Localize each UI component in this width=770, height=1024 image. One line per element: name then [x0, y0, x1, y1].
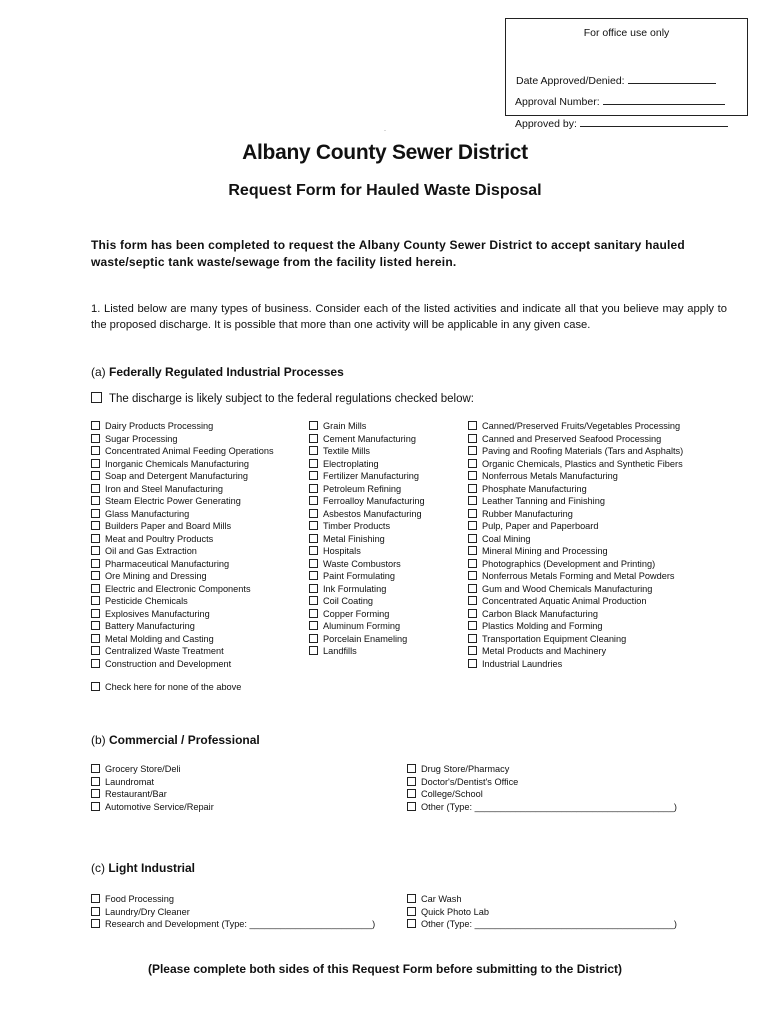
industrial-process-option[interactable] [91, 645, 274, 658]
industrial-process-option[interactable] [91, 495, 274, 508]
industrial-process-option[interactable] [309, 433, 425, 446]
commercial-business-option[interactable] [407, 801, 677, 814]
light-industrial-business-option[interactable] [91, 893, 375, 906]
industrial-process-option[interactable] [468, 658, 683, 671]
industrial-process-checkbox[interactable] [91, 634, 100, 643]
none-of-above-checkbox[interactable] [91, 682, 100, 691]
date-approved-label: Date Approved/Denied: [516, 75, 625, 87]
industrial-column-3 [468, 420, 683, 670]
industrial-process-label: Fertilizer Manufacturing [323, 471, 419, 481]
commercial-column-1 [91, 763, 214, 813]
industrial-process-label: Copper Forming [323, 608, 390, 619]
industrial-process-label: Ferroalloy Manufacturing [323, 496, 425, 506]
none-of-above-option[interactable] [91, 682, 241, 692]
industrial-process-option[interactable] [91, 458, 274, 471]
commercial-column-2 [407, 763, 677, 813]
industrial-process-checkbox[interactable] [91, 609, 100, 618]
industrial-process-label: Nonferrous Metals Forming and Metal Powders [482, 571, 675, 581]
industrial-process-checkbox[interactable] [309, 459, 318, 468]
industrial-process-checkbox[interactable] [468, 634, 477, 643]
industrial-process-label: Pulp, Paper and Paperboard [482, 521, 599, 531]
industrial-process-option[interactable] [468, 483, 683, 496]
commercial-business-option[interactable] [91, 788, 214, 801]
industrial-process-checkbox[interactable] [91, 459, 100, 468]
industrial-process-checkbox[interactable] [309, 571, 318, 580]
industrial-process-label: Coil Coating [323, 596, 374, 606]
commercial-business-option[interactable] [91, 763, 214, 776]
industrial-process-option[interactable] [91, 508, 274, 521]
commercial-business-checkbox[interactable] [91, 802, 100, 811]
section-c-prefix: (c) [91, 861, 105, 875]
industrial-process-label: Leather Tanning and Finishing [482, 496, 605, 506]
industrial-process-option[interactable] [309, 445, 425, 458]
industrial-process-label: Explosives Manufacturing [105, 608, 210, 619]
industrial-process-checkbox[interactable] [309, 634, 318, 643]
light-industrial-business-label: Research and Development (Type: ________________________) [105, 919, 376, 929]
industrial-process-option[interactable] [309, 570, 425, 583]
commercial-business-option[interactable] [91, 801, 214, 814]
industrial-process-label: Steam Electric Power Generating [105, 496, 241, 506]
intro-paragraph: This form has been completed to request the Albany County Sewer District to accept sanitary hauled waste/septic tank waste/sewage from the facility listed herein. [91, 238, 685, 269]
industrial-process-checkbox[interactable] [309, 584, 318, 593]
industrial-process-checkbox[interactable] [91, 446, 100, 455]
federal-regulations-checkbox[interactable] [91, 392, 102, 403]
industrial-process-option[interactable] [91, 533, 274, 546]
industrial-process-option[interactable] [468, 583, 683, 596]
light-industrial-business-label: Food Processing [105, 894, 174, 904]
industrial-process-label: Textile Mills [323, 446, 370, 456]
industrial-process-checkbox[interactable] [309, 521, 318, 530]
industrial-process-label: Battery Manufacturing [105, 621, 195, 631]
industrial-process-label: Metal Molding and Casting [105, 633, 214, 644]
industrial-process-label: Porcelain Enameling [323, 633, 408, 644]
approved-by-label: Approved by: [515, 118, 577, 130]
industrial-process-checkbox[interactable] [468, 471, 477, 480]
industrial-process-option[interactable] [91, 433, 274, 446]
industrial-process-option[interactable] [468, 520, 683, 533]
industrial-process-option[interactable] [468, 458, 683, 471]
industrial-column-1 [91, 420, 274, 670]
approved-by-field[interactable] [515, 117, 728, 130]
industrial-process-label: Rubber Manufacturing [482, 508, 573, 519]
industrial-process-option[interactable] [468, 433, 683, 446]
industrial-process-label: Soap and Detergent Manufacturing [105, 471, 249, 481]
industrial-process-option[interactable] [309, 520, 425, 533]
approval-number-field[interactable] [515, 95, 725, 108]
commercial-business-checkbox[interactable] [91, 777, 100, 786]
industrial-process-checkbox[interactable] [468, 609, 477, 618]
industrial-process-label: Paint Formulating [323, 571, 396, 581]
industrial-process-checkbox[interactable] [468, 546, 477, 555]
light-industrial-business-label: Car Wash [421, 894, 462, 904]
industrial-process-option[interactable] [91, 608, 274, 621]
industrial-process-option[interactable] [91, 658, 274, 671]
industrial-process-label: Concentrated Animal Feeding Operations [105, 446, 274, 456]
industrial-process-label: Plastics Molding and Forming [482, 621, 603, 631]
industrial-process-option[interactable] [309, 495, 425, 508]
industrial-process-checkbox[interactable] [91, 496, 100, 505]
industrial-process-checkbox[interactable] [309, 596, 318, 605]
industrial-process-label: Metal Products and Machinery [482, 646, 607, 656]
commercial-business-label: Automotive Service/Repair [105, 801, 214, 812]
industrial-process-option[interactable] [91, 595, 274, 608]
industrial-process-checkbox[interactable] [309, 484, 318, 493]
industrial-process-checkbox[interactable] [91, 421, 100, 430]
light-industrial-column-1 [91, 893, 375, 931]
industrial-process-label: Oil and Gas Extraction [105, 546, 197, 556]
industrial-process-label: Petroleum Refining [323, 483, 402, 494]
industrial-process-checkbox[interactable] [468, 646, 477, 655]
industrial-process-option[interactable] [91, 420, 274, 433]
industrial-process-option[interactable] [91, 470, 274, 483]
industrial-process-checkbox[interactable] [468, 659, 477, 668]
industrial-process-option[interactable] [309, 583, 425, 596]
industrial-process-label: Carbon Black Manufacturing [482, 608, 598, 619]
commercial-business-label: Other (Type: _______________________________________) [421, 801, 677, 812]
commercial-business-checkbox[interactable] [407, 777, 416, 786]
federal-regulations-label: The discharge is likely subject to the federal regulations checked below: [109, 393, 475, 405]
light-industrial-column-2 [407, 893, 677, 931]
industrial-process-option[interactable] [468, 595, 683, 608]
industrial-process-checkbox[interactable] [91, 484, 100, 493]
industrial-process-label: Electroplating [323, 458, 379, 469]
industrial-process-checkbox[interactable] [468, 621, 477, 630]
industrial-process-checkbox[interactable] [468, 496, 477, 505]
office-use-title: For office use only [583, 27, 670, 39]
light-industrial-business-checkbox[interactable] [407, 894, 416, 903]
industrial-process-label: Transportation Equipment Cleaning [482, 633, 627, 644]
industrial-process-label: Ink Formulating [323, 583, 387, 594]
section-c-heading [91, 861, 195, 875]
industrial-process-label: Dairy Products Processing [105, 421, 214, 431]
industrial-process-checkbox[interactable] [309, 421, 318, 430]
industrial-process-label: Electric and Electronic Components [105, 583, 251, 594]
industrial-process-option[interactable] [468, 570, 683, 583]
section-c-title: Light Industrial [108, 861, 196, 875]
industrial-process-option[interactable] [91, 633, 274, 646]
industrial-column-2 [309, 420, 425, 658]
industrial-process-label: Construction and Development [105, 658, 232, 669]
industrial-process-option[interactable] [468, 608, 683, 621]
industrial-process-checkbox[interactable] [468, 459, 477, 468]
section-a-title: Federally Regulated Industrial Processes [109, 365, 344, 379]
none-of-above-label: Check here for none of the above [105, 682, 242, 692]
commercial-business-label: Doctor's/Dentist's Office [421, 776, 519, 787]
industrial-process-option[interactable] [468, 420, 683, 433]
industrial-process-option[interactable] [309, 633, 425, 646]
industrial-process-checkbox[interactable] [91, 571, 100, 580]
light-industrial-business-checkbox[interactable] [91, 919, 100, 928]
commercial-business-label: Laundromat [105, 776, 155, 787]
industrial-process-label: Organic Chemicals, Plastics and Synthetic Fibers [482, 458, 683, 469]
industrial-process-label: Landfills [323, 646, 357, 656]
industrial-process-checkbox[interactable] [309, 546, 318, 555]
industrial-process-label: Aluminum Forming [323, 621, 401, 631]
commercial-business-checkbox[interactable] [91, 789, 100, 798]
page-subtitle: Request Form for Hauled Waste Disposal [228, 182, 542, 199]
industrial-process-label: Coal Mining [482, 533, 531, 544]
industrial-process-checkbox[interactable] [309, 621, 318, 630]
page-title: Albany County Sewer District [242, 141, 528, 164]
industrial-process-option[interactable] [468, 633, 683, 646]
industrial-process-checkbox[interactable] [91, 534, 100, 543]
industrial-process-label: Paving and Roofing Materials (Tars and Asphalts) [482, 446, 684, 456]
industrial-process-option[interactable] [468, 533, 683, 546]
industrial-process-option[interactable] [468, 495, 683, 508]
commercial-business-label: Grocery Store/Deli [105, 764, 181, 774]
federal-regulations-option[interactable] [91, 392, 474, 405]
industrial-process-option[interactable] [91, 558, 274, 571]
commercial-business-checkbox[interactable] [91, 764, 100, 773]
industrial-process-checkbox[interactable] [309, 434, 318, 443]
section-a-prefix: (a) [91, 365, 106, 379]
industrial-process-option[interactable] [91, 545, 274, 558]
light-industrial-business-option[interactable] [407, 893, 677, 906]
industrial-process-option[interactable] [468, 445, 683, 458]
industrial-process-checkbox[interactable] [309, 559, 318, 568]
industrial-process-checkbox[interactable] [91, 546, 100, 555]
industrial-process-checkbox[interactable] [91, 521, 100, 530]
industrial-process-option[interactable] [468, 470, 683, 483]
industrial-process-option[interactable] [91, 620, 274, 633]
footer-note: (Please complete both sides of this Request Form before submitting to the District) [147, 962, 623, 976]
industrial-process-checkbox[interactable] [309, 534, 318, 543]
approval-number-label: Approval Number: [515, 96, 600, 108]
office-use-lines [505, 18, 748, 130]
industrial-process-option[interactable] [468, 545, 683, 558]
light-industrial-business-checkbox[interactable] [407, 919, 416, 928]
industrial-process-checkbox[interactable] [309, 609, 318, 618]
industrial-process-checkbox[interactable] [91, 434, 100, 443]
industrial-process-label: Iron and Steel Manufacturing [105, 483, 223, 494]
commercial-business-option[interactable] [407, 763, 677, 776]
industrial-process-checkbox[interactable] [91, 471, 100, 480]
industrial-process-option[interactable] [468, 645, 683, 658]
industrial-process-option[interactable] [309, 545, 425, 558]
industrial-process-checkbox[interactable] [91, 584, 100, 593]
section-b-heading [91, 733, 260, 747]
industrial-process-option[interactable] [309, 645, 425, 658]
industrial-process-label: Ore Mining and Dressing [105, 571, 207, 581]
industrial-process-checkbox[interactable] [309, 471, 318, 480]
industrial-process-label: Canned/Preserved Fruits/Vegetables Processing [482, 421, 681, 431]
industrial-process-label: Mineral Mining and Processing [482, 546, 608, 556]
industrial-process-checkbox[interactable] [309, 646, 318, 655]
industrial-process-checkbox[interactable] [468, 559, 477, 568]
industrial-process-label: Industrial Laundries [482, 658, 563, 669]
light-industrial-business-checkbox[interactable] [91, 894, 100, 903]
industrial-process-checkbox[interactable] [468, 434, 477, 443]
industrial-process-checkbox[interactable] [468, 534, 477, 543]
industrial-process-option[interactable] [91, 483, 274, 496]
instructions-paragraph: 1. Listed below are many types of business. Consider each of the listed activities and indicate all that you believe may apply to the proposed discharge. It is possible that more than one activity will be applicable in any given case. [91, 303, 727, 331]
commercial-business-option[interactable] [91, 776, 214, 789]
industrial-process-checkbox[interactable] [91, 621, 100, 630]
stray-mark: - [384, 128, 386, 134]
industrial-process-option[interactable] [91, 445, 274, 458]
industrial-process-checkbox[interactable] [91, 646, 100, 655]
industrial-process-checkbox[interactable] [468, 421, 477, 430]
industrial-process-label: Photographics (Development and Printing) [482, 558, 656, 569]
industrial-process-label: Grain Mills [323, 421, 367, 431]
commercial-business-label: Restaurant/Bar [105, 789, 167, 799]
industrial-process-label: Pharmaceutical Manufacturing [105, 558, 230, 569]
industrial-process-label: Timber Products [323, 521, 391, 531]
industrial-process-label: Centralized Waste Treatment [105, 646, 224, 656]
industrial-process-checkbox[interactable] [91, 596, 100, 605]
industrial-process-label: Waste Combustors [323, 558, 401, 569]
industrial-process-checkbox[interactable] [468, 596, 477, 605]
commercial-business-option[interactable] [407, 776, 677, 789]
commercial-business-label: Drug Store/Pharmacy [421, 764, 510, 774]
commercial-business-checkbox[interactable] [407, 764, 416, 773]
industrial-process-checkbox[interactable] [309, 446, 318, 455]
industrial-process-label: Sugar Processing [105, 433, 178, 444]
industrial-process-checkbox[interactable] [468, 509, 477, 518]
industrial-process-label: Meat and Poultry Products [105, 533, 214, 544]
industrial-process-label: Builders Paper and Board Mills [105, 521, 232, 531]
industrial-process-label: Hospitals [323, 546, 361, 556]
industrial-process-option[interactable] [91, 583, 274, 596]
industrial-process-checkbox[interactable] [91, 659, 100, 668]
industrial-process-option[interactable] [309, 595, 425, 608]
industrial-process-label: Phosphate Manufacturing [482, 483, 587, 494]
industrial-process-checkbox[interactable] [91, 509, 100, 518]
industrial-process-option[interactable] [309, 533, 425, 546]
commercial-business-label: College/School [421, 789, 483, 799]
industrial-process-option[interactable] [309, 420, 425, 433]
industrial-process-checkbox[interactable] [309, 496, 318, 505]
light-industrial-business-option[interactable] [407, 906, 677, 919]
light-industrial-business-label: Laundry/Dry Cleaner [105, 906, 190, 917]
industrial-process-option[interactable] [309, 558, 425, 571]
industrial-process-option[interactable] [309, 620, 425, 633]
light-industrial-business-label: Quick Photo Lab [421, 906, 489, 917]
industrial-process-option[interactable] [309, 458, 425, 471]
industrial-process-checkbox[interactable] [468, 484, 477, 493]
light-industrial-business-option[interactable] [91, 918, 375, 931]
industrial-process-label: Glass Manufacturing [105, 508, 190, 519]
industrial-process-label: Concentrated Aquatic Animal Production [482, 596, 647, 606]
section-b-title: Commercial / Professional [109, 733, 260, 747]
section-b-prefix: (b) [91, 733, 106, 747]
industrial-process-option[interactable] [468, 558, 683, 571]
industrial-process-option[interactable] [309, 608, 425, 621]
light-industrial-business-option[interactable] [407, 918, 677, 931]
light-industrial-business-option[interactable] [91, 906, 375, 919]
industrial-process-option[interactable] [91, 570, 274, 583]
industrial-process-label: Metal Finishing [323, 533, 385, 544]
commercial-business-option[interactable] [407, 788, 677, 801]
section-a-heading [91, 365, 344, 379]
industrial-process-label: Inorganic Chemicals Manufacturing [105, 458, 250, 469]
industrial-process-label: Nonferrous Metals Manufacturing [482, 471, 618, 481]
light-industrial-business-checkbox[interactable] [407, 907, 416, 916]
industrial-process-label: Asbestos Manufacturing [323, 508, 422, 519]
industrial-process-checkbox[interactable] [468, 521, 477, 530]
industrial-process-option[interactable] [468, 508, 683, 521]
industrial-process-label: Canned and Preserved Seafood Processing [482, 433, 662, 444]
industrial-process-checkbox[interactable] [468, 571, 477, 580]
commercial-business-checkbox[interactable] [407, 802, 416, 811]
industrial-process-checkbox[interactable] [91, 559, 100, 568]
industrial-process-checkbox[interactable] [468, 584, 477, 593]
industrial-process-option[interactable] [468, 620, 683, 633]
industrial-process-checkbox[interactable] [309, 509, 318, 518]
commercial-business-checkbox[interactable] [407, 789, 416, 798]
industrial-process-option[interactable] [309, 483, 425, 496]
industrial-process-label: Cement Manufacturing [323, 433, 416, 444]
industrial-process-option[interactable] [91, 520, 274, 533]
industrial-process-checkbox[interactable] [468, 446, 477, 455]
industrial-process-label: Pesticide Chemicals [105, 596, 188, 606]
industrial-process-option[interactable] [309, 470, 425, 483]
industrial-process-option[interactable] [309, 508, 425, 521]
light-industrial-business-checkbox[interactable] [91, 907, 100, 916]
industrial-process-label: Gum and Wood Chemicals Manufacturing [482, 583, 653, 594]
light-industrial-business-label: Other (Type: _______________________________________) [421, 919, 677, 929]
